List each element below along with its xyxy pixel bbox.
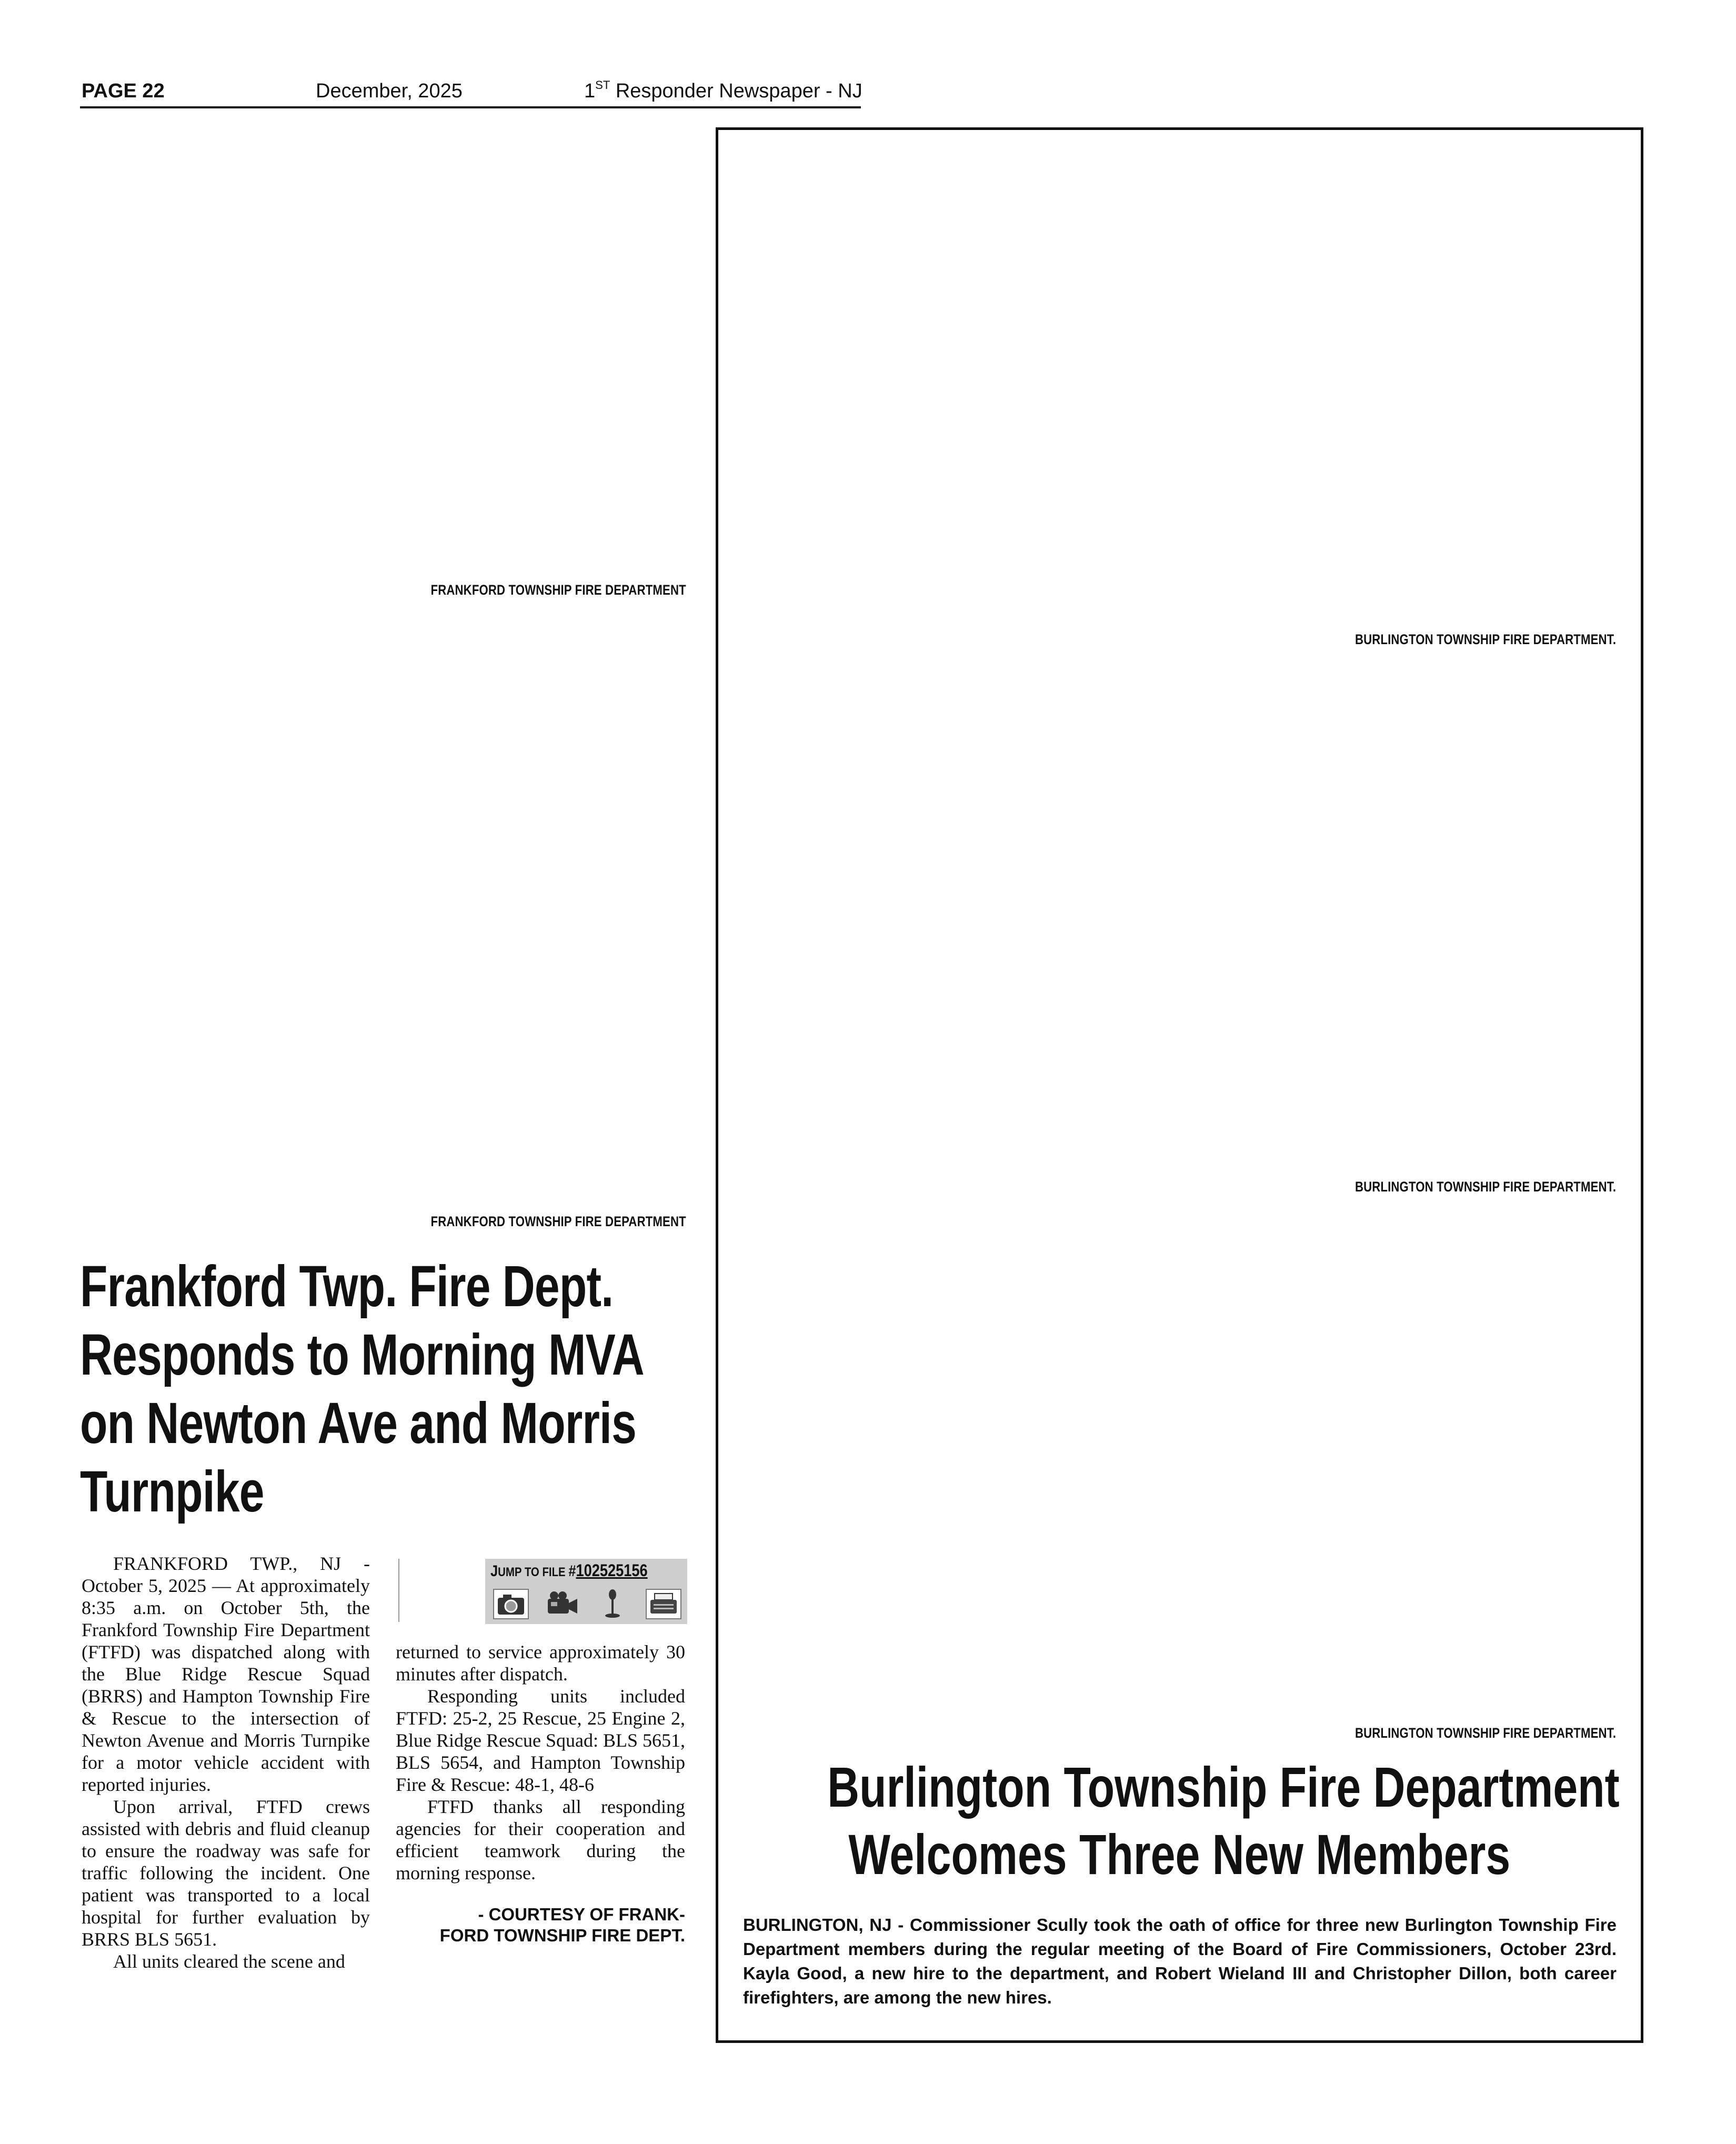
- burlington-headline: [716, 1754, 1643, 1888]
- typewriter-icon[interactable]: [645, 1587, 682, 1620]
- frankford-paragraph: Upon arrival, FTFD crews assisted with debris and fluid cleanup to ensure the roadway was safe for traffic following the incident. One patient was transported to a local hospital for further evaluation by BRRS BLS 5651.: [82, 1796, 370, 1950]
- frankford-paragraph: FTFD thanks all responding agencies for their cooperation and efficient teamwork during the morning response.: [396, 1796, 685, 1883]
- frankford-headline-line: Responds to Morning MVA: [80, 1323, 644, 1387]
- camera-icon[interactable]: [493, 1587, 529, 1620]
- frankford-photo-2: [80, 610, 690, 1210]
- burlington-lede: BURLINGTON, NJ - Commissioner Scully took the oath of office for three new Burlington Township Fire Department members during the regular meeting of the Board of Fire Commissioners, October 23rd. Kayla Good, a new hire to the department, and Robert Wieland III and Christopher Dillon, both career firefighters, are among the new hires.: [743, 1915, 1617, 2007]
- jump-to-file-label[interactable]: JUMP TO FILE #102525156: [490, 1561, 648, 1580]
- jump-file-number[interactable]: 102525156: [576, 1561, 648, 1580]
- burlington-photo-1: [747, 142, 1615, 626]
- header-rule: [80, 106, 861, 108]
- frankford-headline-line: on Newton Ave and Morris: [80, 1391, 637, 1456]
- frankford-paragraph: FRANKFORD TWP., NJ - October 5, 2025 — At approximately 8:35 a.m. on October 5th, the Frankford Township Fire Department (FTFD) was dispatched along with the Blue Ridge Rescue Squad (BRRS) and Hampton Township Fire & Rescue to the intersection of Newton Avenue and Morris Turnpike for a motor vehicle accident with reported injuries.: [82, 1553, 370, 1795]
- issue-date: December, 2025: [316, 80, 463, 102]
- jump-to-file-badge[interactable]: [485, 1559, 687, 1624]
- video-camera-icon[interactable]: [544, 1587, 580, 1620]
- burlington-photo-3-credit: BURLINGTON TOWNSHIP FIRE DEPARTMENT.: [1354, 1725, 1616, 1741]
- burlington-headline-line: Welcomes Three New Members: [848, 1822, 1511, 1886]
- newspaper-name-superscript: ST: [595, 78, 610, 92]
- burlington-photo-1-credit: BURLINGTON TOWNSHIP FIRE DEPARTMENT.: [1354, 632, 1616, 647]
- frankford-body-column-1: [82, 1552, 370, 1968]
- frankford-body-column-2: [396, 1641, 685, 1946]
- newspaper-name: [584, 79, 862, 103]
- frankford-headline-line: Frankford Twp. Fire Dept.: [80, 1254, 614, 1319]
- burlington-photo-3: [747, 1210, 1615, 1726]
- frankford-courtesy-line: - COURTESY OF FRANK- FORD TOWNSHIP FIRE DEPT.: [439, 1905, 685, 1945]
- page-number: PAGE 22: [82, 80, 165, 102]
- burlington-photo-2-credit: BURLINGTON TOWNSHIP FIRE DEPARTMENT.: [1354, 1179, 1616, 1195]
- frankford-paragraph: returned to service approximately 30 minutes after dispatch.: [396, 1641, 685, 1685]
- frankford-paragraph: Responding units included FTFD: 25-2, 25 Rescue, 25 Engine 2, Blue Ridge Rescue Squad: BLS 5651, BLS 5654, and Hampton Township Fire & Rescue: 48-1, 48-6: [396, 1686, 685, 1795]
- burlington-headline-line: Burlington Township Fire Department: [827, 1755, 1620, 1819]
- burlington-photo-2: [747, 658, 1615, 1179]
- frankford-photo-1-credit: FRANKFORD TOWNSHIP FIRE DEPARTMENT: [430, 582, 686, 598]
- frankford-headline: [80, 1253, 696, 1526]
- frankford-photo-1: [80, 121, 690, 579]
- frankford-photo-2-credit: FRANKFORD TOWNSHIP FIRE DEPARTMENT: [430, 1214, 686, 1229]
- microphone-icon[interactable]: [594, 1587, 631, 1620]
- column-divider: [398, 1559, 399, 1622]
- newspaper-name-prefix: 1: [584, 80, 596, 102]
- frankford-headline-line: Turnpike: [80, 1459, 264, 1524]
- frankford-paragraph: All units cleared the scene and: [113, 1951, 345, 1968]
- newspaper-name-rest: Responder Newspaper - NJ: [610, 80, 862, 102]
